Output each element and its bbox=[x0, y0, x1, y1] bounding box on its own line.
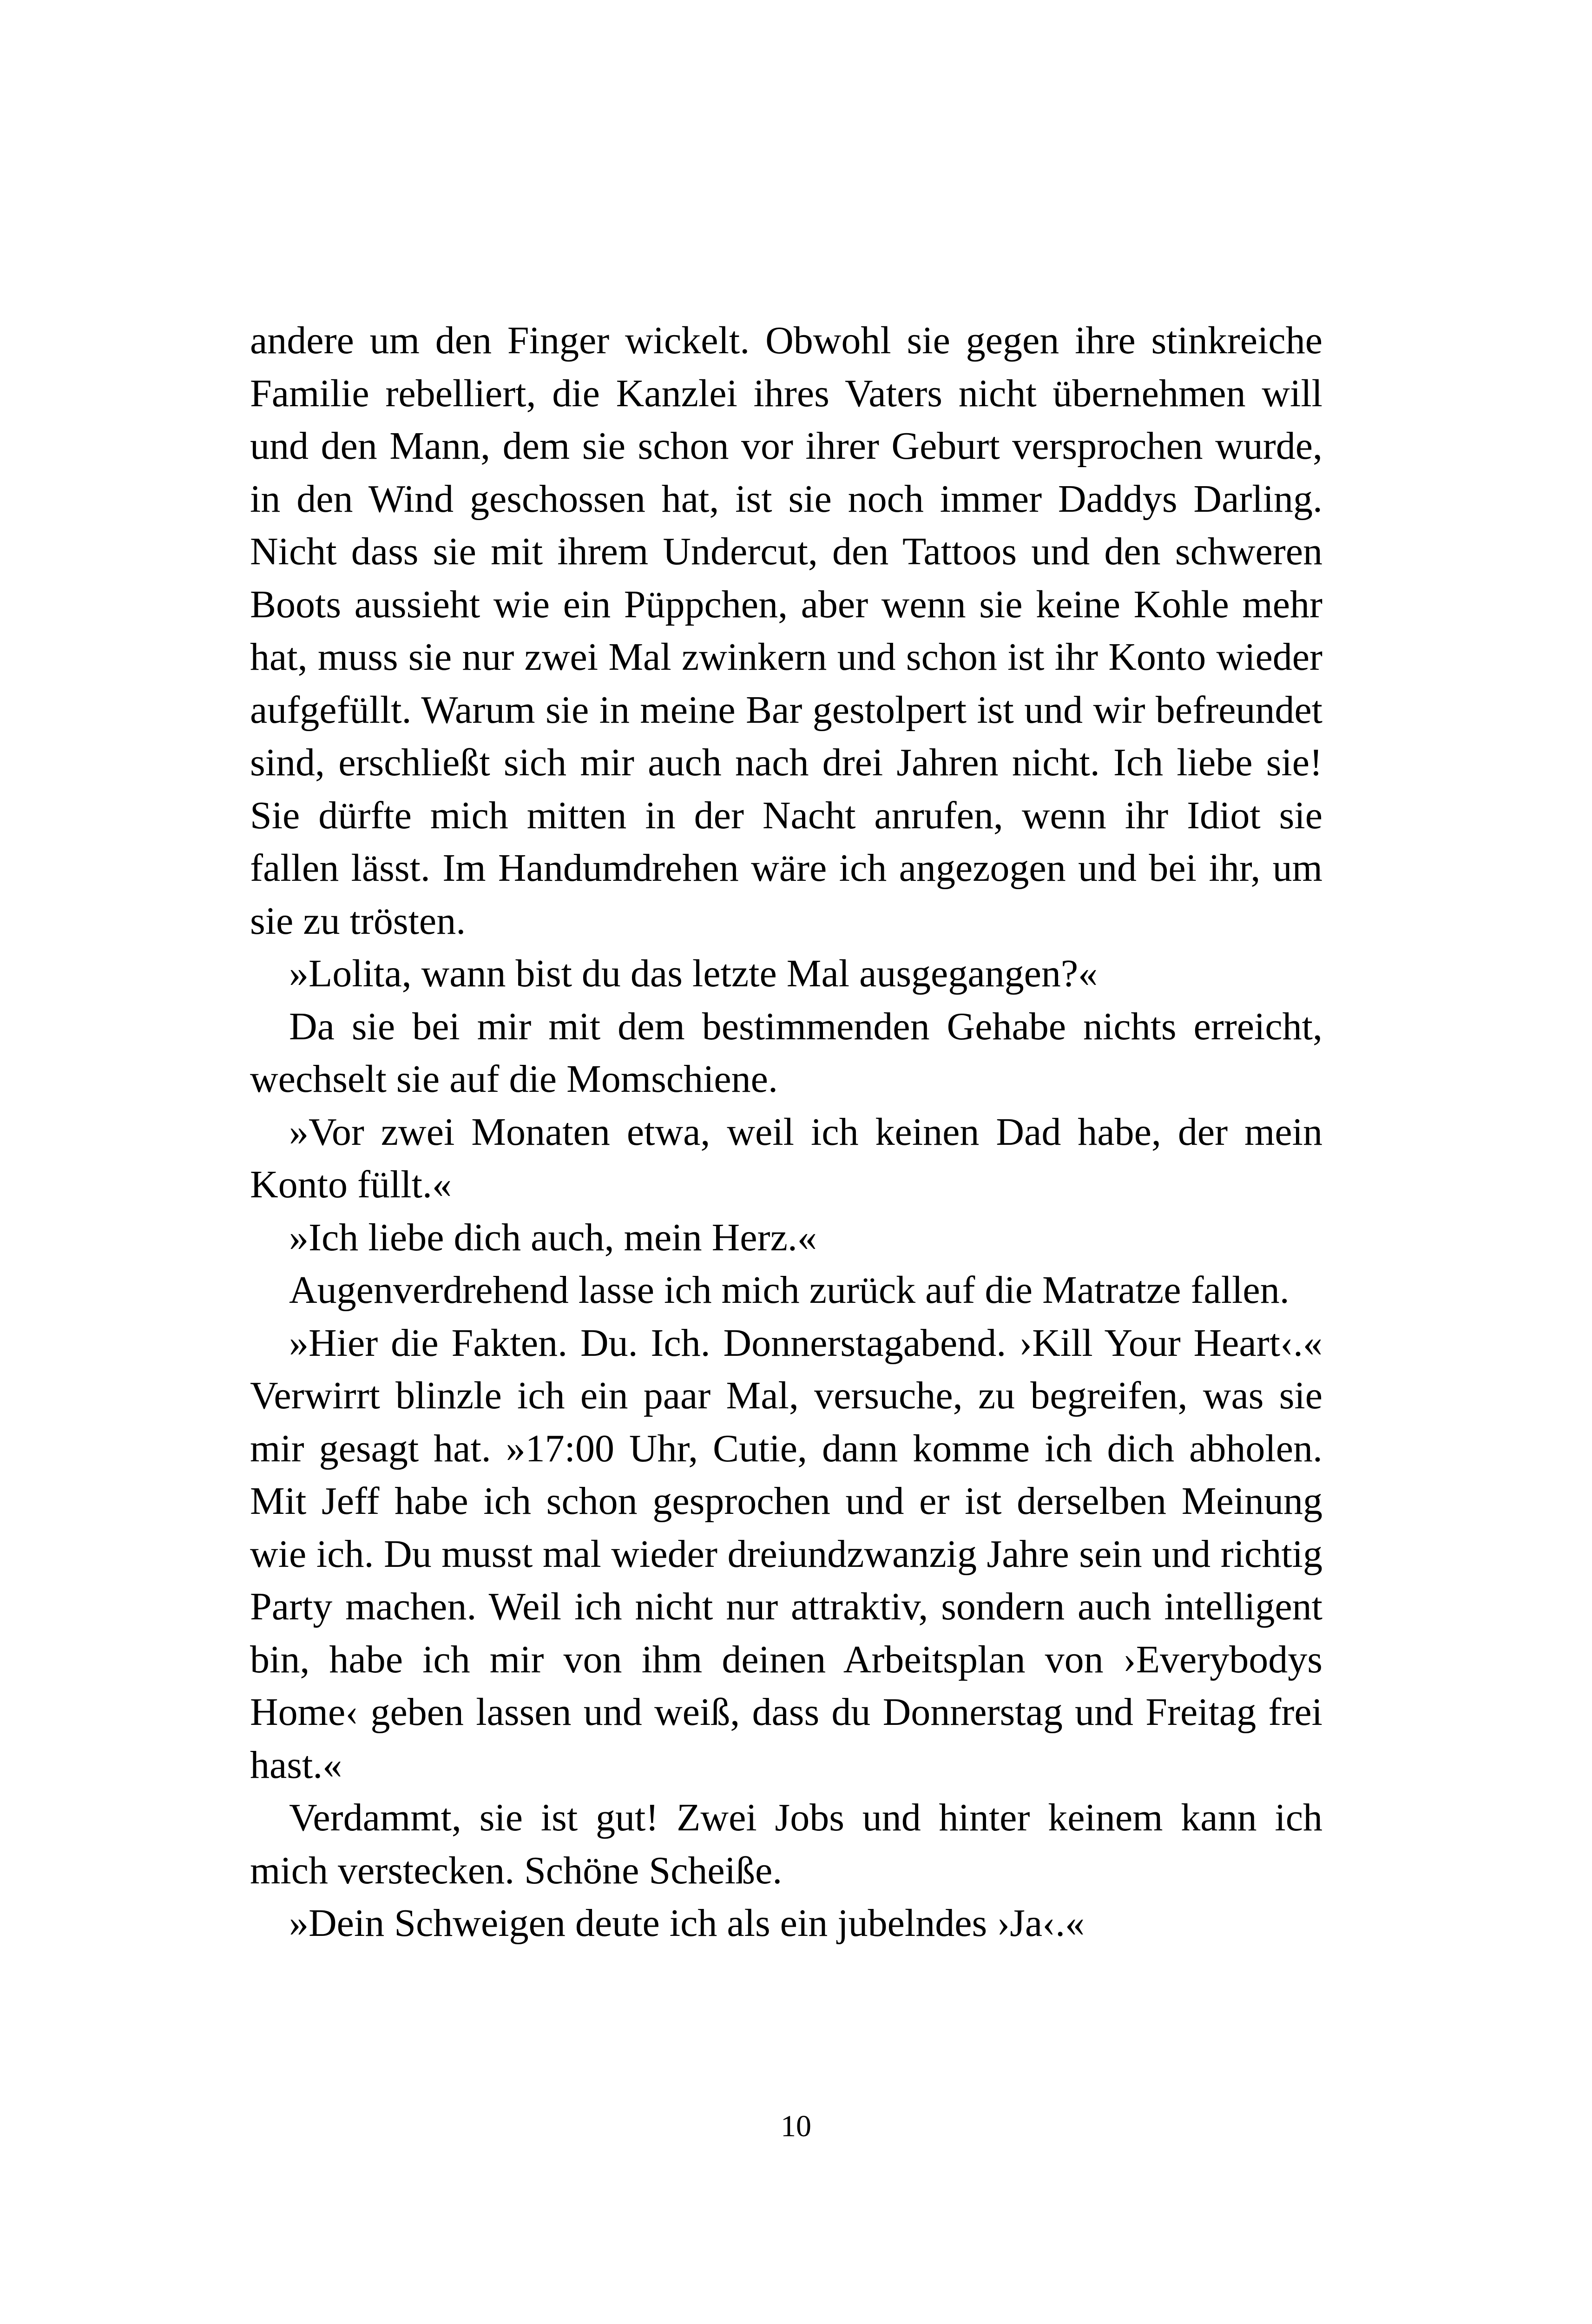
paragraph-dialogue: »Vor zwei Monaten etwa, weil ich keinen Dad habe, der mein Konto füllt.« bbox=[250, 1110, 1322, 1206]
paragraph-dialogue: »Ich liebe dich auch, mein Herz.« bbox=[289, 1215, 817, 1259]
paragraph-narration: Verdammt, sie ist gut! Zwei Jobs und hinter keinem kann ich mich verstecken. Schöne Scheiße. bbox=[250, 1796, 1322, 1892]
paragraph-continuation: andere um den Finger wickelt. Obwohl sie gegen ihre stinkreiche Familie rebelliert, die Kanzlei ihres Vaters nicht übernehmen will und den Mann, dem sie schon vor ihrer Geburt versprochen wurde, in den Wind geschossen hat, ist sie noch immer Daddys Darling. Nicht dass sie mit ihrem Undercut, den Tattoos und den schweren Boots aussieht wie ein Püppchen, aber wenn sie keine Kohle mehr hat, muss sie nur zwei Mal zwinkern und schon ist ihr Konto wieder aufgefüllt. Warum sie in meine Bar gestolpert ist und wir befreundet sind, erschließt sich mir auch nach drei Jahren nicht. Ich liebe sie! Sie dürfte mich mitten in der Nacht anrufen, wenn ihr Idiot sie fallen lässt. Im Handumdrehen wäre ich angezogen und bei ihr, um sie zu trösten. bbox=[250, 319, 1322, 943]
paragraph-narration: Augenverdrehend lasse ich mich zurück auf die Matratze fallen. bbox=[289, 1268, 1289, 1312]
paragraph-dialogue: »Dein Schweigen deute ich als ein jubelndes ›Ja‹.« bbox=[289, 1901, 1085, 1945]
body-text bbox=[250, 314, 1322, 1950]
paragraph-dialogue: »Lolita, wann bist du das letzte Mal ausgegangen?« bbox=[289, 952, 1098, 995]
page-number: 10 bbox=[781, 2109, 811, 2143]
paragraph-narration: Da sie bei mir mit dem bestimmenden Gehabe nichts erreicht, wechselt sie auf die Momschiene. bbox=[250, 1004, 1322, 1101]
paragraph-dialogue: »Hier die Fakten. Du. Ich. Donnerstagabend. ›Kill Your Heart‹.« Verwirrt blinzle ich ein paar Mal, versuche, zu begreifen, was sie mir gesagt hat. »17:00 Uhr, Cutie, dann komme ich dich abholen. Mit Jeff habe ich schon gesprochen und er ist derselben Meinung wie ich. Du musst mal wieder dreiundzwanzig Jahre sein und richtig Party machen. Weil ich nicht nur attraktiv, sondern auch intelligent bin, habe ich mir von ihm deinen Arbeitsplan von ›Everybodys Home‹ geben lassen und weiß, dass du Donnerstag und Freitag frei hast.« bbox=[250, 1321, 1322, 1787]
